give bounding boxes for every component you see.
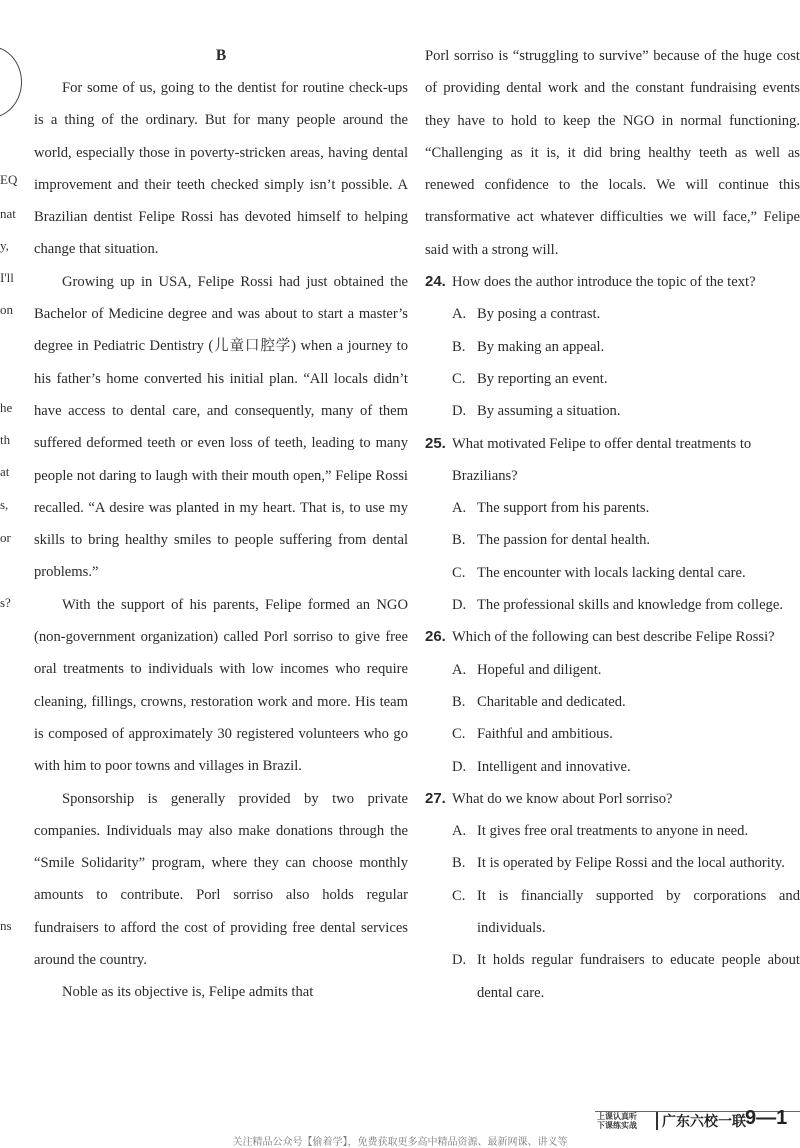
option-a[interactable] [425,815,800,847]
margin-fragment: I'll [0,270,14,285]
option-text: Faithful and ambitious. [477,726,613,743]
option-c[interactable] [425,363,800,395]
option-text: It is operated by Felipe Rossi and the local authority. [477,855,785,872]
option-label: D. [452,758,467,775]
option-b[interactable] [425,524,800,556]
question-text: How does the author introduce the topic of the text? [452,274,756,291]
page-number: 9—1 [745,1107,788,1129]
question-stem [425,428,800,493]
option-a[interactable] [425,654,800,686]
option-b[interactable] [425,331,800,363]
option-label: A. [452,306,467,323]
option-label: B. [452,693,466,710]
passage-paragraph: With the support of his parents, Felipe formed an NGO (non-government organization) called Porl sorriso to give free oral treatments to individuals with low incomes who require cleaning, fillings, crowns, restoration work and more. His team is composed of approximately 30 registered volunteers who go with him to poor towns and villages in Brazil. [34,596,408,775]
option-label: B. [452,532,466,549]
option-text: Charitable and dedicated. [477,693,626,710]
question-stem [425,266,800,298]
margin-fragment: he [0,400,13,415]
question-number: 24. [425,273,446,291]
section-title: B [215,47,227,64]
option-label: C. [452,370,466,387]
option-text: Intelligent and innovative. [477,758,631,775]
option-d[interactable] [425,589,800,621]
margin-fragment: s? [0,595,11,610]
footer-label: 广东六校一联 [662,1114,746,1130]
option-label: A. [452,500,467,517]
question-25 [425,428,800,622]
left-column [34,40,408,1009]
option-label: A. [452,661,467,678]
option-c[interactable] [425,557,800,589]
option-label: D. [452,952,467,969]
option-text: The passion for dental health. [477,532,651,549]
margin-fragment: ns [0,918,12,933]
footer-brand-line: 上课认真听 [597,1112,637,1121]
question-24 [425,266,800,427]
option-text: It is financially supported by corporations and individuals. [477,887,800,937]
footer-divider [656,1112,658,1130]
option-text: It holds regular fundraisers to educate people about dental care. [477,952,800,1001]
margin-fragment: s, [0,497,9,512]
question-text: What motivated Felipe to offer dental treatments to Brazilians? [452,435,752,484]
option-label: C. [452,726,466,743]
margin-fragment: on [0,302,13,317]
option-b[interactable] [425,686,800,718]
question-stem [425,783,800,815]
right-column [425,40,800,1009]
option-label: C. [452,887,466,904]
question-text: Which of the following can best describe Felipe Rossi? [452,629,775,646]
option-b[interactable] [425,847,800,879]
margin-fragment: nat [0,206,16,221]
option-label: D. [452,597,467,614]
option-text: It gives free oral treatments to anyone in need. [477,823,749,840]
passage-paragraph: Sponsorship is generally provided by two private companies. Individuals may also make donations through the “Smile Solidarity” program, where they can choose monthly amounts to contribute. Porl sorriso also holds regular fundraisers to afford the cost of providing free dental services around the country. [34,790,408,969]
question-stem [425,621,800,653]
passage-paragraph: Growing up in USA, Felipe Rossi had just obtained the Bachelor of Medicine degree and was about to start a master’s degree in Pediatric Dentistry (儿童口腔学) when a journey to his father’s home converted his initial plan. “All locals didn’t have access to dental care, and consequently, many of them suffered deformed teeth or even loss of teeth, leading to many people not daring to laugh with their mouth open,” Felipe Rossi recalled. “A desire was planted in my heart. That is, to use my skills to bring healthy smiles to people suffering from dental problems.” [34,273,408,581]
option-d[interactable] [425,944,800,1009]
question-number: 25. [425,434,446,452]
option-d[interactable] [425,395,800,427]
option-text: The support from his parents. [477,500,650,517]
option-text: By making an appeal. [477,338,605,355]
option-label: C. [452,564,466,581]
margin-fragment: th [0,432,11,447]
binding-hole-mark [0,46,22,118]
margin-fragment: or [0,530,11,545]
passage-continuation: Porl sorriso is “struggling to survive” because of the huge cost of providing dental work and the constant fundraising events they have to hold to keep the NGO in normal functioning. “Challenging as it is, it did bring healthy teeth as well as renewed confidence to the locals. We will continue this transformative act whatever difficulties we will face,” Felipe said with a strong will. [425,48,800,258]
option-text: By reporting an event. [477,370,608,387]
question-number: 27. [425,789,446,807]
question-27 [425,783,800,1009]
margin-fragment: at [0,464,10,479]
passage-paragraph: For some of us, going to the dentist for routine check-ups is a thing of the ordinary. But for many people around the world, especially those in poverty-stricken areas, having dental improvement and their teeth checked simply isn’t possible. A Brazilian dentist Felipe Rossi has devoted himself to helping change that situation. [34,80,408,258]
option-d[interactable] [425,751,800,783]
option-label: B. [452,855,466,872]
question-26 [425,621,800,782]
option-text: The professional skills and knowledge from college. [477,597,783,614]
option-c[interactable] [425,880,800,945]
margin-fragment: EQ [0,172,18,187]
option-a[interactable] [425,492,800,524]
option-label: B. [452,338,466,355]
option-c[interactable] [425,718,800,750]
option-text: The encounter with locals lacking dental care. [477,564,746,581]
question-text: What do we know about Porl sorriso? [452,790,673,807]
option-label: A. [452,823,467,840]
question-number: 26. [425,628,446,646]
option-text: By assuming a situation. [477,403,621,420]
option-label: D. [452,403,467,420]
option-a[interactable] [425,298,800,330]
option-text: By posing a contrast. [477,306,601,323]
margin-fragment: y, [0,238,9,253]
footer-brand [597,1112,637,1130]
passage-paragraph: Noble as its objective is, Felipe admits that [62,984,314,1001]
watermark-text: 关注精品公众号【偷着学】，免费获取更多高中精品资源、最新网课、讲义等 [232,1137,568,1148]
footer-brand-line: 下课练实战 [597,1121,637,1130]
option-text: Hopeful and diligent. [477,661,602,678]
